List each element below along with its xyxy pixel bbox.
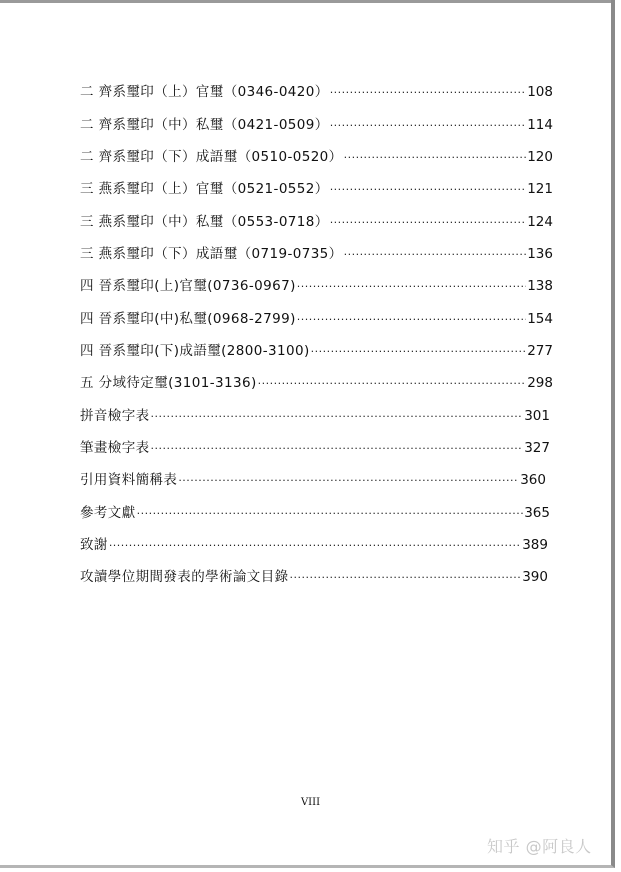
toc-leader-dots: [151, 408, 524, 426]
toc-entry-title: 三 燕系璽印（下）成語璽（0719-0735）: [80, 246, 343, 262]
toc-entry[interactable]: [80, 180, 553, 199]
toc-leader-dots: [330, 181, 527, 199]
toc-entry-title: 四 晉系璽印(中)私璽(0968-2799): [80, 311, 296, 327]
watermark: 知乎 @阿良人: [487, 837, 592, 856]
toc-entry[interactable]: [80, 310, 553, 329]
toc-entry-title: 二 齊系璽印（上）官璽（0346-0420）: [80, 84, 329, 100]
toc-entry-title: 二 齊系璽印（中）私璽（0421-0509）: [80, 117, 329, 133]
toc-entry-title: 五 分域待定璽(3101-3136): [80, 375, 257, 391]
toc-leader-dots: [344, 246, 527, 264]
toc-leader-dots: [151, 440, 524, 458]
toc-leader-dots: [297, 278, 526, 296]
toc-entry-page: 327: [524, 440, 550, 456]
toc-entry-title: 筆畫檢字表: [80, 440, 150, 456]
toc-entry-title: 三 燕系璽印（中）私璽（0553-0718）: [80, 214, 329, 230]
toc-entry[interactable]: [80, 374, 553, 393]
toc-entry-page: 121: [527, 181, 553, 197]
toc-entry-title: 致謝: [80, 537, 108, 553]
toc-entry-title: 二 齊系璽印（下）成語璽（0510-0520）: [80, 149, 343, 165]
toc-entry[interactable]: [80, 116, 553, 135]
toc-entry[interactable]: [80, 213, 553, 232]
toc-leader-dots: [137, 505, 524, 523]
toc-entry-title: 拼音檢字表: [80, 408, 150, 424]
toc-entry-page: 277: [527, 343, 553, 359]
toc-leader-dots: [290, 569, 522, 587]
toc-entry-page: 154: [527, 311, 553, 327]
toc-entry[interactable]: [80, 148, 553, 167]
toc-entry-page: 108: [527, 84, 553, 100]
toc-entry[interactable]: [80, 83, 553, 102]
toc-entry[interactable]: [80, 407, 550, 426]
toc-entry-title: 四 晉系璽印(下)成語璽(2800-3100): [80, 343, 310, 359]
toc-entry-page: 390: [522, 569, 548, 585]
toc-entry[interactable]: [80, 277, 553, 296]
toc-leader-dots: [178, 472, 519, 490]
toc-leader-dots: [258, 375, 527, 393]
toc-entry-page: 301: [524, 408, 550, 424]
toc-entry[interactable]: [80, 536, 548, 555]
toc-entry-page: 114: [527, 117, 553, 133]
toc-entry-title: 攻讀學位期間發表的學術論文目錄: [80, 569, 289, 585]
toc-entry-page: 360: [520, 472, 546, 488]
toc-leader-dots: [330, 117, 527, 135]
toc-leader-dots: [109, 537, 521, 555]
toc-entry[interactable]: [80, 439, 550, 458]
toc-entry-page: 136: [527, 246, 553, 262]
toc-entry[interactable]: [80, 471, 546, 490]
toc-leader-dots: [330, 84, 527, 102]
toc-entry[interactable]: [80, 568, 548, 587]
toc-entry[interactable]: [80, 342, 553, 361]
toc-entry[interactable]: [80, 504, 550, 523]
toc-entry-page: 365: [524, 505, 550, 521]
toc-entry-title: 參考文獻: [80, 505, 136, 521]
toc-leader-dots: [344, 149, 527, 167]
toc-entry[interactable]: [80, 245, 553, 264]
toc-entry-title: 三 燕系璽印（上）官璽（0521-0552）: [80, 181, 329, 197]
toc-entry-page: 124: [527, 214, 553, 230]
page-number: VIII: [300, 797, 321, 808]
toc-leader-dots: [297, 311, 526, 329]
toc-leader-dots: [330, 214, 527, 232]
toc-entry-page: 389: [522, 537, 548, 553]
toc-entry-page: 298: [527, 375, 553, 391]
toc-entry-page: 120: [527, 149, 553, 165]
toc-leader-dots: [311, 343, 527, 361]
toc-entry-page: 138: [527, 278, 553, 294]
toc-entry-title: 引用資料簡稱表: [80, 472, 178, 488]
toc-entry-title: 四 晉系璽印(上)官璽(0736-0967): [80, 278, 296, 294]
